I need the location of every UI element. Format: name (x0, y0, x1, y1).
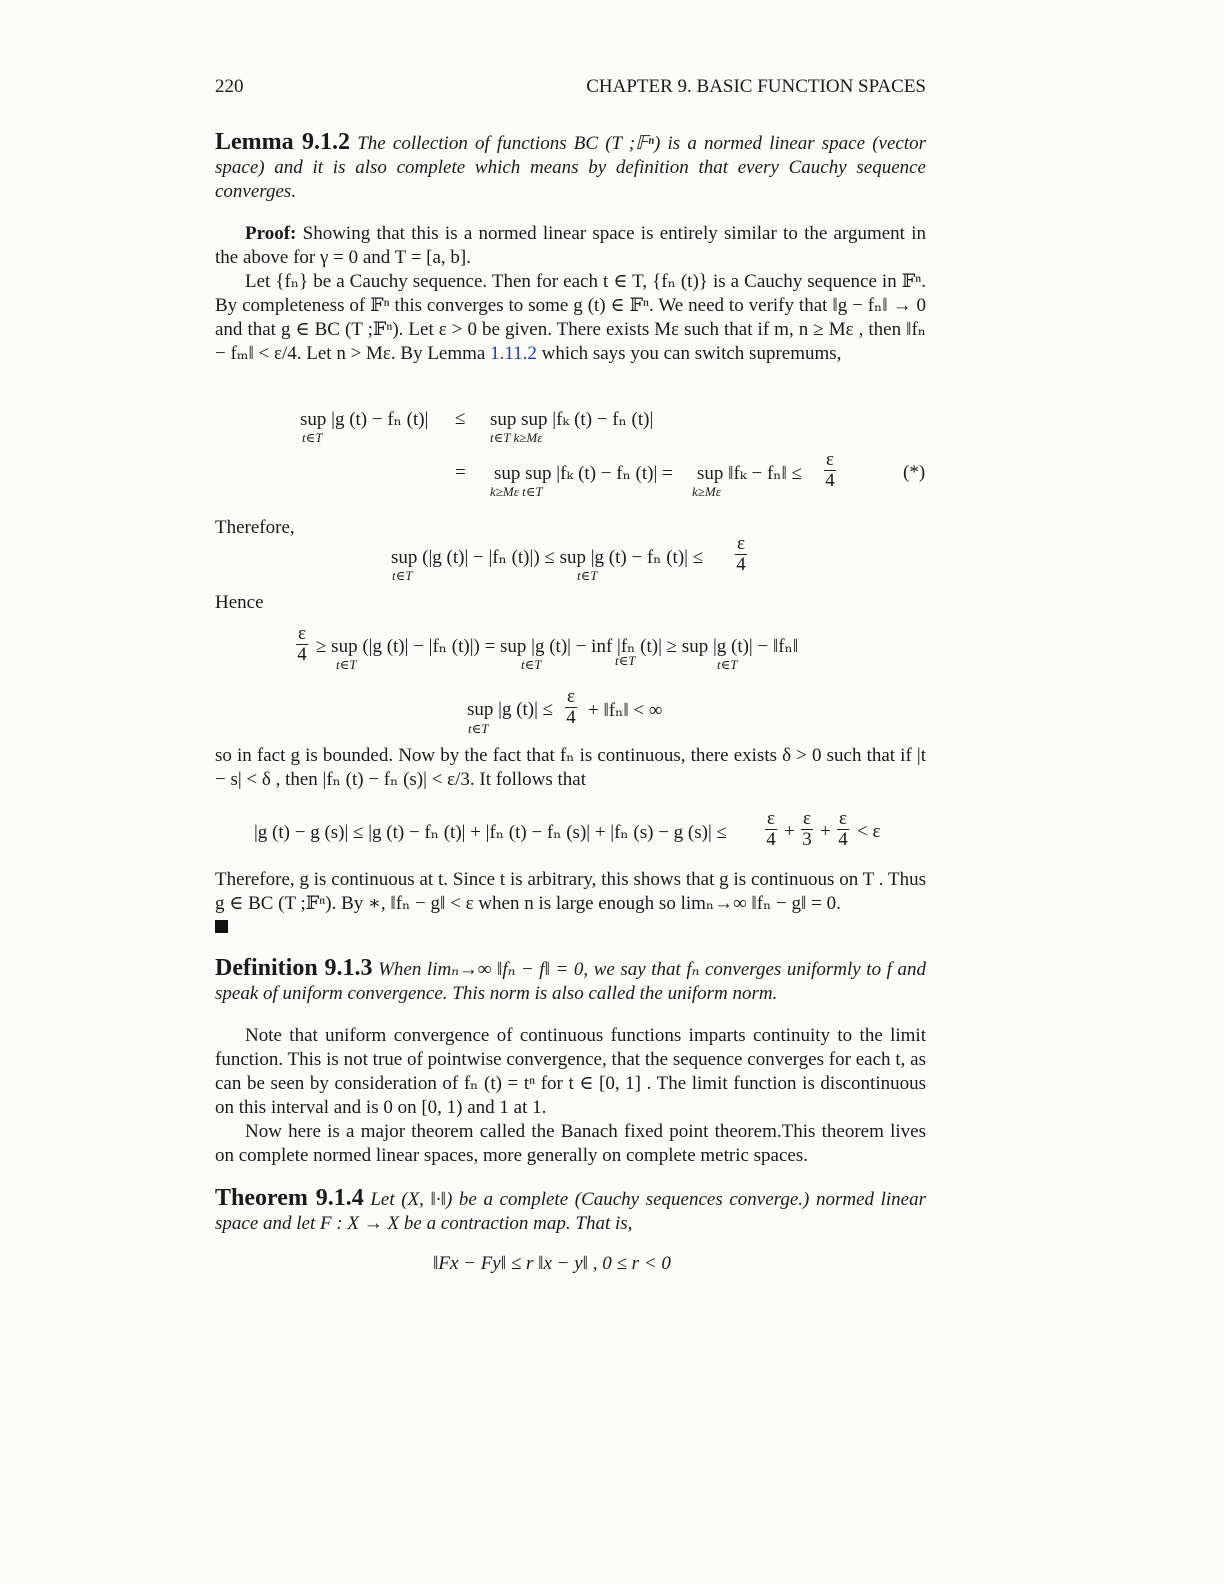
eq3-fraction (296, 624, 308, 665)
eq5-den3: 4 (838, 829, 848, 850)
bounded-paragraph: so in fact g is bounded. Now by the fact that fₙ is continuous, there exists δ > 0 such that if |t − s| < δ , then |fₙ (t) − fₙ (s)| < ε/3. It follows that (215, 745, 926, 790)
therefore-1: Therefore, (215, 517, 295, 538)
eq1-num: ε (826, 449, 834, 470)
eq3-sub4: t∈T (717, 657, 738, 672)
eq3-sub3: t∈T (615, 653, 636, 668)
eq5-den2: 3 (802, 829, 812, 850)
eq5-tail: < ε (857, 821, 881, 842)
qed-symbol (215, 920, 228, 938)
eq1-line1-rhs-sub: t∈T k≥Mε (490, 430, 543, 445)
eq5-fraction-1 (765, 809, 777, 850)
theorem-statement: Let (X, ‖·‖) be a complete (Cauchy sequences converge.) normed linear space and let F : X → X be a contraction map. That is, (215, 1189, 927, 1234)
eq2-sub1: t∈T (392, 568, 413, 583)
eq4-den: 4 (566, 707, 576, 728)
note-paragraph-1: Note that uniform convergence of continuous functions imparts continuity to the limit function. This is not true of pointwise convergence, that the sequence converges for each t, as can be seen by consideration of fₙ (t) = tⁿ for t ∈ [0, 1] . The limit function is discontinuous on this interval and is 0 on [0, 1) and 1 at 1. (215, 1025, 926, 1118)
continuity-paragraph (215, 868, 926, 916)
eq1-line1-lhs-sub: t∈T (302, 430, 323, 445)
running-header (215, 76, 926, 98)
eq1-den: 4 (825, 470, 835, 491)
eq1-line2-b-sub: k≥Mε (692, 484, 721, 499)
proof-paragraph-2 (215, 270, 926, 366)
eq2-fraction (735, 534, 747, 575)
eq3-sub1: t∈T (336, 657, 357, 672)
note-paragraph-2: Now here is a major theorem called the Banach fixed point theorem.This theorem lives on complete normed linear spaces, more generally on complete metric spaces. (215, 1121, 926, 1166)
equation-contraction: ‖Fx − Fy‖ ≤ r ‖x − y‖ , 0 ≤ r < 0 (433, 1253, 671, 1274)
chapter-title: CHAPTER 9. BASIC FUNCTION SPACES (586, 76, 926, 97)
eq4-lhs: sup |g (t)| ≤ (467, 699, 554, 720)
eq1-fraction (824, 450, 836, 491)
eq1-rel2: = (455, 462, 466, 483)
eq2-text: sup (|g (t)| − |fₙ (t)|) ≤ sup |g (t) − fₙ (t)| ≤ (391, 547, 704, 568)
eq4-sub: t∈T (468, 721, 489, 736)
lemma-link[interactable]: 1.11.2 (490, 343, 537, 364)
eq3-text: ≥ sup (|g (t)| − |fₙ (t)|) = sup |g (t)| − inf |fₙ (t)| ≥ sup |g (t)| − ‖fₙ‖ (316, 636, 799, 657)
page-blank-area (0, 1320, 1224, 1584)
proof-text-2b: which says you can switch supremums, (536, 343, 842, 364)
eq5-den1: 4 (766, 829, 776, 850)
eq5-fraction-2 (801, 809, 813, 850)
proof-text-2a: Let {fₙ} be a Cauchy sequence. Then for each t ∈ T, {fₙ (t)} is a Cauchy sequence in 𝔽ⁿ. By completeness of 𝔽ⁿ this converges to some g (t) ∈ 𝔽ⁿ. We need to verify that ‖g − fₙ‖ → 0 and that g ∈ BC (T ;𝔽ⁿ). Let ε > 0 be given. There exists Mε such that if m, n ≥ Mε , then ‖fₙ − fₘ‖ < ε/4. Let n > Mε. By Lemma (215, 271, 926, 364)
eq5-num3: ε (839, 808, 847, 829)
theorem-block (215, 1186, 926, 1236)
eq1-line2-b: sup ‖fₖ − fₙ‖ ≤ (697, 463, 803, 484)
continuity-text: Therefore, g is continuous at t. Since t is arbitrary, this shows that g is continuous on T . Thus g ∈ BC (T ;𝔽ⁿ). By ∗, ‖fₙ − g‖ < ε when n is large enough so limₙ→∞ ‖fₙ − g‖ = 0. (215, 869, 926, 914)
eq4-rhs: + ‖fₙ‖ < ∞ (588, 700, 663, 721)
eq2-den: 4 (736, 554, 746, 575)
eq1-tag: (*) (903, 462, 926, 483)
eq3-den: 4 (297, 644, 307, 665)
eq5-fraction-3 (837, 809, 849, 850)
eq4-num: ε (567, 686, 575, 707)
eq2-num: ε (737, 533, 745, 554)
definition-label: Definition 9.1.3 (215, 955, 373, 981)
page-number: 220 (215, 76, 244, 97)
proof-label: Proof: (245, 223, 297, 244)
eq5-plus-1: + (784, 821, 795, 842)
eq1-line2-a: sup sup |fₖ (t) − fₙ (t)| = (494, 463, 673, 484)
eq5-text: |g (t) − g (s)| ≤ |g (t) − fₙ (t)| + |fₙ (t) − fₙ (s)| + |fₙ (s) − g (s)| ≤ (254, 822, 727, 843)
eq1-line2-a-sub: k≥Mε t∈T (490, 484, 543, 499)
proof-paragraph-1 (215, 222, 926, 270)
eq5-num2: ε (803, 808, 811, 829)
eq4-fraction (565, 687, 577, 728)
definition-block (215, 956, 926, 1006)
eq3-sub2: t∈T (521, 657, 542, 672)
eq5-num1: ε (767, 808, 775, 829)
eq5-plus-2: + (820, 821, 831, 842)
eq2-sub2: t∈T (577, 568, 598, 583)
eq1-line1-rhs: sup sup |fₖ (t) − fₙ (t)| (490, 409, 654, 430)
eq3-num: ε (298, 623, 306, 644)
proof-text-1: Showing that this is a normed linear space is entirely similar to the argument in the above for γ = 0 and T = [a, b]. (215, 223, 927, 268)
lemma-block (215, 130, 926, 204)
lemma-label: Lemma 9.1.2 (215, 129, 351, 155)
hence: Hence (215, 592, 264, 613)
eq1-line1-lhs: sup |g (t) − fₙ (t)| (300, 409, 429, 430)
eq1-rel1: ≤ (455, 408, 466, 429)
definition-statement: When limₙ→∞ ‖fₙ − f‖ = 0, we say that fₙ converges uniformly to f and speak of uniform convergence. This norm is also called the uniform norm. (215, 959, 926, 1004)
theorem-label: Theorem 9.1.4 (215, 1185, 364, 1211)
lemma-statement: The collection of functions BC (T ;𝔽ⁿ) is a normed linear space (vector space) and it is also complete which means by definition that every Cauchy sequence converges. (215, 133, 926, 202)
